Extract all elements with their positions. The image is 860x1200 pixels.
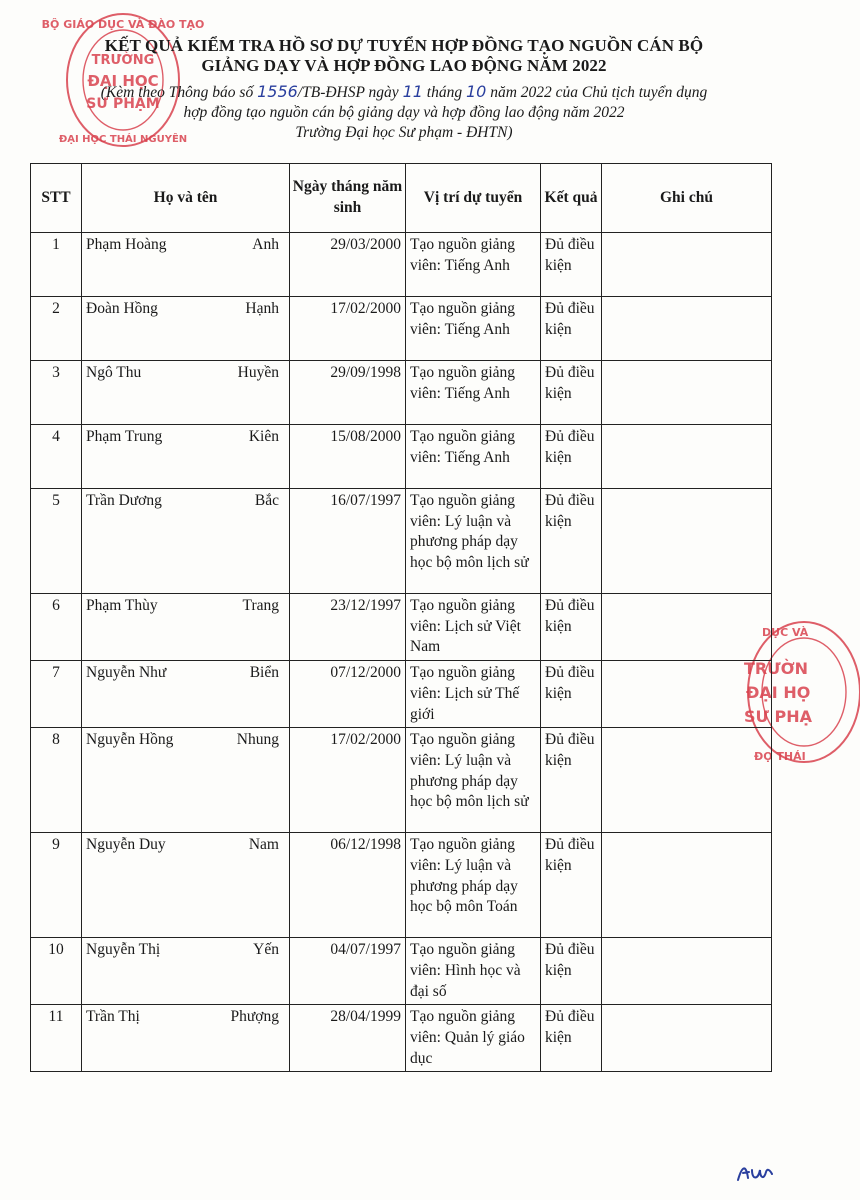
cell-name (82, 425, 290, 489)
cell-result: Đủ điều kiện (541, 1005, 602, 1072)
cell-stt: 11 (31, 1005, 82, 1072)
cell-first-name: Phạm Hoàng (86, 236, 167, 253)
seal2-line-3: SƯ PHẠ (744, 707, 812, 726)
results-table (30, 163, 772, 1072)
cell-stt: 7 (31, 661, 82, 728)
cell-last-name: Bắc (254, 492, 279, 509)
cell-result: Đủ điều kiện (541, 728, 602, 833)
document-subtitle (0, 82, 808, 143)
table-row (31, 661, 772, 728)
subtitle-part-c: tháng (422, 84, 466, 101)
cell-note (602, 661, 772, 728)
cell-stt: 8 (31, 728, 82, 833)
cell-note (602, 833, 772, 938)
cell-last-name: Hạnh (245, 300, 279, 317)
cell-result: Đủ điều kiện (541, 361, 602, 425)
cell-first-name: Trần Dương (86, 492, 162, 509)
cell-note (602, 728, 772, 833)
cell-result: Đủ điều kiện (541, 233, 602, 297)
cell-stt: 9 (31, 833, 82, 938)
cell-name (82, 728, 290, 833)
cell-position: Tạo nguồn giảng viên: Tiếng Anh (406, 425, 541, 489)
cell-dob: 16/07/1997 (290, 489, 406, 594)
subtitle-part-b: /TB-ĐHSP ngày (297, 84, 403, 101)
cell-stt: 5 (31, 489, 82, 594)
cell-position: Tạo nguồn giảng viên: Quản lý giáo dục (406, 1005, 541, 1072)
seal2-line-2: ĐẠI HỌ (746, 683, 811, 702)
cell-first-name: Đoàn Hồng (86, 300, 158, 317)
cell-stt: 6 (31, 594, 82, 661)
cell-result: Đủ điều kiện (541, 833, 602, 938)
table-row (31, 594, 772, 661)
cell-dob: 07/12/2000 (290, 661, 406, 728)
table-row (31, 425, 772, 489)
cell-name (82, 489, 290, 594)
seal2-top-text: DỤC VÀ (762, 626, 809, 639)
cell-result: Đủ điều kiện (541, 297, 602, 361)
cell-name (82, 297, 290, 361)
cell-note (602, 297, 772, 361)
cell-name (82, 594, 290, 661)
subtitle-line-3: Trường Đại học Sư phạm - ĐHTN) (295, 124, 513, 141)
cell-name (82, 833, 290, 938)
header-dob: Ngày tháng năm sinh (290, 164, 406, 233)
cell-first-name: Nguyễn Như (86, 664, 167, 682)
cell-note (602, 1005, 772, 1072)
seal2-bottom-text: ĐỌ THÁI (754, 750, 806, 763)
cell-last-name: Nam (248, 836, 279, 854)
cell-name (82, 938, 290, 1005)
header-position: Vị trí dự tuyển (406, 164, 541, 233)
header-note: Ghi chú (602, 164, 772, 233)
cell-dob: 28/04/1999 (290, 1005, 406, 1072)
cell-position: Tạo nguồn giảng viên: Lý luận và phương pháp dạy học bộ môn Toán (406, 833, 541, 938)
cell-last-name: Biển (249, 664, 279, 682)
cell-dob: 06/12/1998 (290, 833, 406, 938)
table-row (31, 1005, 772, 1072)
cell-last-name: Kiên (248, 428, 279, 445)
cell-result: Đủ điều kiện (541, 425, 602, 489)
seal2-line-1: TRƯỜN (744, 659, 808, 678)
cell-last-name: Yến (253, 941, 279, 959)
document-title (0, 36, 808, 76)
header-result: Kết quả (541, 164, 602, 233)
seal-bottom-text: ĐẠI HỌC THÁI NGUYÊN (58, 134, 188, 145)
table-row (31, 361, 772, 425)
handwritten-day: 11 (402, 82, 423, 101)
cell-first-name: Phạm Thùy (86, 597, 158, 614)
cell-first-name: Phạm Trung (86, 428, 163, 445)
cell-note (602, 938, 772, 1005)
header-stt: STT (31, 164, 82, 233)
subtitle-line-1 (0, 82, 808, 103)
cell-first-name: Nguyễn Hồng (86, 731, 174, 749)
cell-first-name: Nguyễn Thị (86, 941, 161, 959)
cell-last-name: Phượng (230, 1008, 279, 1026)
cell-result: Đủ điều kiện (541, 489, 602, 594)
table-row (31, 728, 772, 833)
cell-dob: 29/09/1998 (290, 361, 406, 425)
handwritten-number: 1556 (257, 82, 298, 101)
cell-dob: 15/08/2000 (290, 425, 406, 489)
subtitle-part-d: năm 2022 của Chủ tịch tuyển dụng (486, 84, 708, 101)
table-row (31, 233, 772, 297)
cell-last-name: Nhung (236, 731, 279, 749)
cell-note (602, 233, 772, 297)
cell-position: Tạo nguồn giảng viên: Lịch sử Thế giới (406, 661, 541, 728)
cell-last-name: Trang (242, 597, 279, 614)
cell-stt: 3 (31, 361, 82, 425)
cell-last-name: Anh (252, 236, 279, 253)
table-row (31, 938, 772, 1005)
subtitle-part-a: (Kèm theo Thông báo số (100, 84, 258, 101)
table-row (31, 297, 772, 361)
cell-result: Đủ điều kiện (541, 938, 602, 1005)
title-line-2: GIẢNG DẠY VÀ HỢP ĐỒNG LAO ĐỘNG NĂM 2022 (201, 56, 607, 75)
cell-position: Tạo nguồn giảng viên: Tiếng Anh (406, 361, 541, 425)
cell-result: Đủ điều kiện (541, 594, 602, 661)
title-line-1: KẾT QUẢ KIỂM TRA HỒ SƠ DỰ TUYỂN HỢP ĐỒNG TẠO NGUỒN CÁN BỘ (104, 36, 704, 55)
cell-position: Tạo nguồn giảng viên: Lý luận và phương pháp dạy học bộ môn lịch sử (406, 489, 541, 594)
cell-name (82, 661, 290, 728)
cell-position: Tạo nguồn giảng viên: Lý luận và phương pháp dạy học bộ môn lịch sử (406, 728, 541, 833)
cell-dob: 04/07/1997 (290, 938, 406, 1005)
signature-initials-icon (734, 1158, 784, 1186)
cell-position: Tạo nguồn giảng viên: Tiếng Anh (406, 297, 541, 361)
cell-first-name: Trần Thị (86, 1008, 140, 1026)
cell-dob: 17/02/2000 (290, 728, 406, 833)
cell-dob: 29/03/2000 (290, 233, 406, 297)
seal-line-3: SƯ PHẠM (86, 96, 160, 112)
subtitle-line-2: hợp đồng tạo nguồn cán bộ giảng dạy và hợp đồng lao động năm 2022 (183, 104, 625, 121)
cell-name (82, 1005, 290, 1072)
cell-dob: 17/02/2000 (290, 297, 406, 361)
seal-line-1: TRƯỜNG (91, 53, 155, 68)
table-row (31, 833, 772, 938)
cell-last-name: Huyền (237, 364, 279, 381)
cell-stt: 4 (31, 425, 82, 489)
cell-note (602, 594, 772, 661)
table-row (31, 489, 772, 594)
cell-dob: 23/12/1997 (290, 594, 406, 661)
cell-note (602, 489, 772, 594)
seal-line-2: ĐẠI HỌC (87, 72, 159, 90)
cell-name (82, 233, 290, 297)
header-name: Họ và tên (82, 164, 290, 233)
seal-top-text: BỘ GIÁO DỤC VÀ ĐÀO TẠO (41, 18, 205, 31)
cell-first-name: Nguyễn Duy (86, 836, 166, 854)
cell-stt: 2 (31, 297, 82, 361)
cell-stt: 10 (31, 938, 82, 1005)
table-header-row (31, 164, 772, 233)
cell-name (82, 361, 290, 425)
cell-result: Đủ điều kiện (541, 661, 602, 728)
cell-position: Tạo nguồn giảng viên: Lịch sử Việt Nam (406, 594, 541, 661)
handwritten-month: 10 (465, 82, 487, 101)
cell-position: Tạo nguồn giảng viên: Tiếng Anh (406, 233, 541, 297)
cell-first-name: Ngô Thu (86, 364, 142, 381)
cell-stt: 1 (31, 233, 82, 297)
cell-note (602, 425, 772, 489)
cell-note (602, 361, 772, 425)
cell-position: Tạo nguồn giảng viên: Hình học và đại số (406, 938, 541, 1005)
